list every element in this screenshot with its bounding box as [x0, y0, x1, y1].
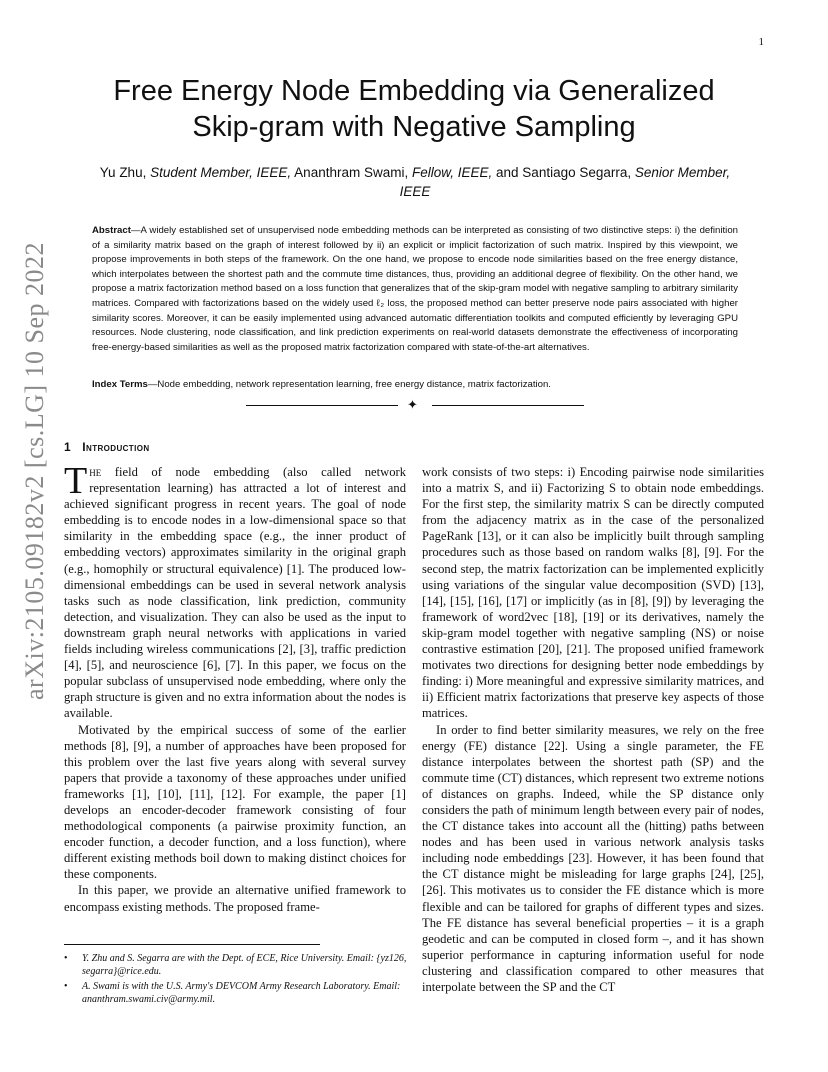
title-line-1: Free Energy Node Embedding via Generalized	[113, 75, 715, 107]
author-1-role: Student Member, IEEE,	[150, 165, 292, 180]
footnotes	[64, 952, 408, 1008]
abstract-label: Abstract	[92, 225, 131, 236]
paper-title	[60, 73, 768, 145]
paragraph	[64, 460, 406, 722]
abstract-text: —A widely established set of unsupervised node embedding methods can be interpreted as consisting of two distinctive steps: i) the definition of a similarity matrix based on the graph of interest followed by ii) an explicit or implicit factorization of such matrix. Inspired by this viewpoint, we propose improvements in both steps of the framework. On the one hand, we propose to encode node similarities based on the free energy distance, which interpolates between the shortest path and the commute time distances, thus, providing an additional degree of flexibility. On the other hand, we propose a matrix factorization method based on a loss function that generalizes that of the skip-gram model with negative sampling to arbitrary similarity matrices. Compared with factorizations based on the widely used ℓ₂ loss, the proposed method can better preserve node pairs associated with higher similarity scores. Moreover, it can be easily implemented using advanced automatic differentiation toolkits and computed efficiently by leveraging GPU resources. Node clustering, node classification, and link prediction experiments on real-world datasets demonstrate the effectiveness of incorporating free-energy-based similarities as well as the proposed matrix factorization compared with state-of-the-art alternatives.	[92, 225, 738, 353]
arxiv-identifier: arXiv:2105.09182v2 [cs.LG] 10 Sep 2022	[20, 241, 49, 700]
footnote	[64, 980, 408, 1006]
author-2-role: Fellow, IEEE,	[411, 165, 493, 180]
paragraph: Motivated by the empirical success of some of the earlier methods [8], [9], a number of approaches have been proposed for this problem over the last five years along with several survey papers that provide a taxonomy of these approaches under unified frameworks [1], [10], [11], [12]. For example, the paper [1] develops an encoder-decoder framework consisting of four methodological components (a pairwise proximity function, an encoder function, a decoder function, and a loss function), where different existing methods boil down to making distinct choices for these components.	[64, 722, 406, 882]
index-terms-text: —Node embedding, network representation learning, free energy distance, matrix factorization.	[147, 379, 551, 390]
first-word-rest: he	[89, 465, 102, 479]
footnote-text: A. Swami is with the U.S. Army's DEVCOM Army Research Laboratory. Email: ananthram.swami.civ@army.mil.	[82, 981, 401, 1005]
author-3: and Santiago Segarra,	[492, 165, 635, 180]
divider-ornament-icon: ✦	[407, 397, 418, 412]
footnote	[64, 952, 408, 978]
paragraph-text: field of node embedding (also called network representation learning) has attracted a lot of interest and achieved significant progress in recent years. The goal of node embedding is to encode nodes in a low-dimensional space so that similarity in the embedding space (e.g., the inner product of embedding vectors) approximates similarity in the original graph (e.g., homophily or structural equivalence) [1]. The produced low-dimensional embeddings can be used in several network analysis tasks such as node classification, link prediction, community detection, and visualization. They can also be used as the input to downstream graph neural networks with applications in varied fields including wireless communications [2], [3], traffic prediction [4], [5], and neuroscience [6], [7]. In this paper, we focus on the popular subclass of unsupervised node embedding, where only the graph structure is given and no extra information about the nodes is available.	[64, 465, 406, 721]
left-column	[64, 460, 406, 915]
section-title: Introduction	[82, 440, 150, 454]
author-3-role: Senior Member, IEEE	[399, 165, 731, 199]
author-list	[90, 163, 740, 201]
section-number: 1	[64, 440, 72, 454]
paragraph: In order to find better similarity measures, we rely on the free energy (FE) distance [22]. Using a single parameter, the FE distance interpolates between the shortest path (SP) and the commute time (CT) distances, which represent two extreme notions of distances on graphs. Indeed, while the SP distance only considers the path of minimum length between every pair of nodes, the CT distance takes into account all the (hitting) paths between nodes and has been used in various network analysis tasks including node embeddings [23]. However, it has been found that the CT distance might be misleading for large graphs [24], [25], [26]. This motivates us to consider the FE distance which is more flexible and can be tailored for graphs of different types and sizes. The FE distance has several beneficial properties – it is a graph geodetic and can be computed in closed form –, and it has shown superior performance in capturing information useful for node clustering and classification compared to other measures that interpolate between the SP and the CT	[422, 722, 764, 994]
footnote-rule	[64, 944, 320, 945]
title-line-2: Skip-gram with Negative Sampling	[192, 111, 636, 143]
page-number: 1	[758, 36, 764, 48]
paragraph: work consists of two steps: i) Encoding pairwise node similarities into a matrix S, and ii) Factorizing S to obtain node embeddings. For the first step, the similarity matrix S can be directly computed from the adjacency matrix as in the case of the personalized PageRank [13], or it can also be implicitly built through sampling procedures such as those based on random walks [8], [9]. For the second step, the matrix factorization can be implemented explicitly using variations of the singular value decomposition (SVD) [13], [14], [15], [16], [17] or implicitly (as in [8], [9]) by leveraging the framework of word2vec [18], [19] or its derivatives, namely the skip-gram model together with negative sampling (NS) or noise contrastive estimation [20], [21]. The proposed unified framework motivates two directions for designing better node embeddings by finding: i) More meaningful and expressive similarity matrices, and ii) Efficient matrix factorizations that preserve key aspects of those matrices.	[422, 465, 764, 721]
divider-line-right	[432, 405, 584, 406]
section-heading	[64, 440, 150, 454]
author-2: Ananthram Swami,	[291, 165, 412, 180]
paragraph: In this paper, we provide an alternative unified framework to encompass existing methods. The proposed frame-	[64, 883, 406, 914]
index-terms	[92, 378, 738, 392]
abstract	[92, 224, 738, 355]
divider-line-left	[246, 405, 398, 406]
drop-cap: T	[64, 460, 88, 502]
bullet-icon: •	[64, 953, 68, 964]
footnote-text: Y. Zhu and S. Segarra are with the Dept. of ECE, Rice University. Email: {yz126, segarra}@rice.edu.	[82, 953, 407, 977]
author-1: Yu Zhu,	[99, 165, 151, 180]
index-terms-label: Index Terms	[92, 379, 148, 390]
bullet-icon: •	[64, 981, 68, 992]
section-divider	[246, 398, 584, 412]
right-column	[422, 464, 764, 995]
